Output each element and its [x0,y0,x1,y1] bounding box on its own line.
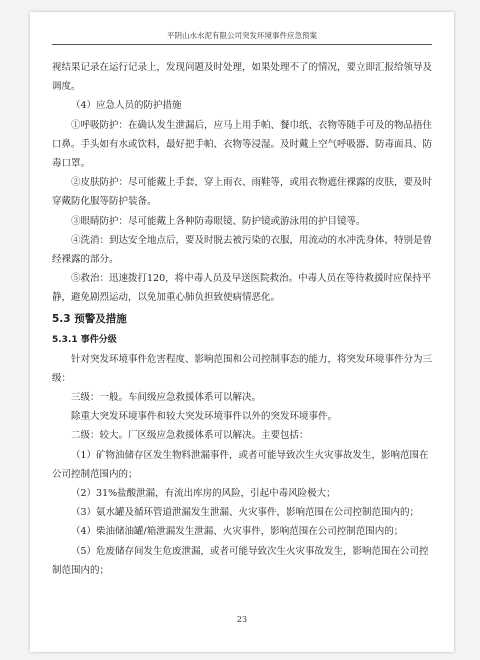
section-heading: 5.3 预警及措施 [52,312,127,325]
paragraph: （4）柴油储油罐/箱泄漏发生泄漏、火灾事件，影响范围在公司控制范围内的； [71,526,404,538]
document-page [30,12,454,652]
page-content [52,58,432,580]
paragraph: （3）氨水罐及循环管道泄漏发生泄漏、火灾事件，影响范围在公司控制范围内的； [71,507,420,519]
paragraph: 二级：较大。厂区级应急救援体系可以解决。主要包括： [71,430,309,442]
page-number: 23 [236,615,248,624]
paragraph: ⑤救治：迅速拨打120，将中毒人员及早送医院救治。中毒人员在等待救援时应保持平静，避免剧烈运动，以免加重心肺负担致使病情恶化。 [52,273,432,304]
paragraph: 视结果记录在运行记录上，发现问题及时处理，如果处理不了的情况，要立即汇报给领导及调度。 [52,62,433,93]
paragraph: 三级：一般。车间级应急救援体系可以解决。 [71,392,262,404]
paragraph: （5）危废储存间发生危废泄漏，或者可能导致次生火灾事故发生，影响范围在公司控制范围内的； [52,545,429,576]
page-header: 平阴山水水泥有限公司突发环境事件应急预案 [52,30,432,45]
paragraph: （2）31%盐酸泄漏，有流出库房的风险，引起中毒风险极大； [71,488,336,500]
paragraph: ①呼吸防护：在确认发生泄漏后，应马上用手帕、餐巾纸、衣物等随手可及的物品捂住口鼻。手头如有水或饮料，最好把手帕、衣物等浸湿。及时戴上空气呼吸器、防毒面具、防毒口罩。 [52,119,433,170]
paragraph: ②皮肤防护：尽可能戴上手套，穿上雨衣、雨鞋等，或用衣物遮住裸露的皮肤，要及时穿戴防化服等防护装备。 [52,177,433,208]
paragraph: 针对突发环境事件危害程度、影响范围和公司控制事态的能力，将突发环境事件分为三级： [52,353,433,384]
paragraph: ③眼睛防护：尽可能戴上各种防毒眼镜、防护镜或游泳用的护目镜等。 [71,215,366,227]
paragraph: （4）应急人员的防护措施 [71,100,182,112]
subsection-heading: 5.3.1 事件分级 [52,334,117,345]
paragraph: 除重大突发环境事件和较大突发环境事件以外的突发环境事件。 [71,411,338,423]
paragraph: （1）矿物油储存区发生物料泄漏事件，或者可能导致次生火灾事故发生，影响范围在公司控制范围内的； [52,449,429,480]
paragraph: ④洗消：到达安全地点后，要及时脱去被污染的衣服，用流动的水冲洗身体，特别是曾经裸露的部分。 [52,234,433,266]
